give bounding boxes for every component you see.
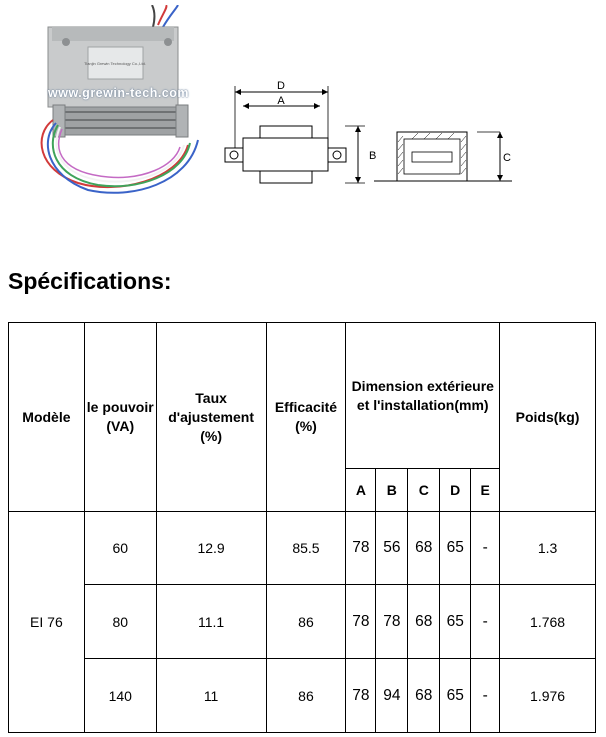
dimension-drawing-side [372,122,522,192]
regulation-cell: 12.9 [156,512,266,585]
header-model: Modèle [9,323,85,512]
regulation-cell: 11 [156,659,266,733]
header-weight: Poids(kg) [500,323,596,512]
dim-d-cell: 65 [440,512,471,585]
table-row [9,659,596,733]
header-dim-b: B [376,469,408,512]
label-b: B [369,150,377,162]
dim-b-cell: 78 [376,585,408,659]
dim-b-cell: 94 [376,659,408,733]
dim-e-cell: - [471,512,500,585]
label-c: C [503,152,511,164]
dim-b-cell: 56 [376,512,408,585]
dim-d-cell: 65 [440,659,471,733]
header-power: le pouvoir (VA) [84,323,156,512]
header-efficiency: Efficacité (%) [266,323,346,512]
header-dim-d: D [440,469,471,512]
dim-a-cell: 78 [346,512,376,585]
header-dim-e: E [471,469,500,512]
header-regulation: Taux d'ajustement (%) [156,323,266,512]
power-cell: 80 [84,585,156,659]
weight-cell: 1.3 [500,512,596,585]
model-cell: EI 76 [9,512,85,733]
table-row [9,512,596,585]
dim-c-cell: 68 [408,659,440,733]
power-cell: 140 [84,659,156,733]
header-dim-c: C [408,469,440,512]
efficiency-cell: 86 [266,585,346,659]
header-dim-a: A [346,469,376,512]
section-title: Spécifications: [8,268,172,294]
transformer-photo [38,5,223,210]
dim-c-cell: 68 [408,512,440,585]
dim-e-cell: - [471,659,500,733]
weight-cell: 1.976 [500,659,596,733]
dim-c-cell: 68 [408,585,440,659]
efficiency-cell: 85.5 [266,512,346,585]
watermark-text: www.grewin-tech.com [48,86,190,100]
specifications-table [8,322,596,733]
regulation-cell: 11.1 [156,585,266,659]
product-label-text: Tianjin Grewin Technology Co.,Ltd. [84,61,146,66]
table-row [9,585,596,659]
label-a: A [277,95,285,107]
header-dimension: Dimension extérieure et l'installation(mm) [346,323,500,469]
label-d: D [277,80,285,92]
dim-e-cell: - [471,585,500,659]
weight-cell: 1.768 [500,585,596,659]
power-cell: 60 [84,512,156,585]
dim-a-cell: 78 [346,585,376,659]
dim-a-cell: 78 [346,659,376,733]
dim-d-cell: 65 [440,585,471,659]
dimension-drawing-front [215,78,380,193]
efficiency-cell: 86 [266,659,346,733]
